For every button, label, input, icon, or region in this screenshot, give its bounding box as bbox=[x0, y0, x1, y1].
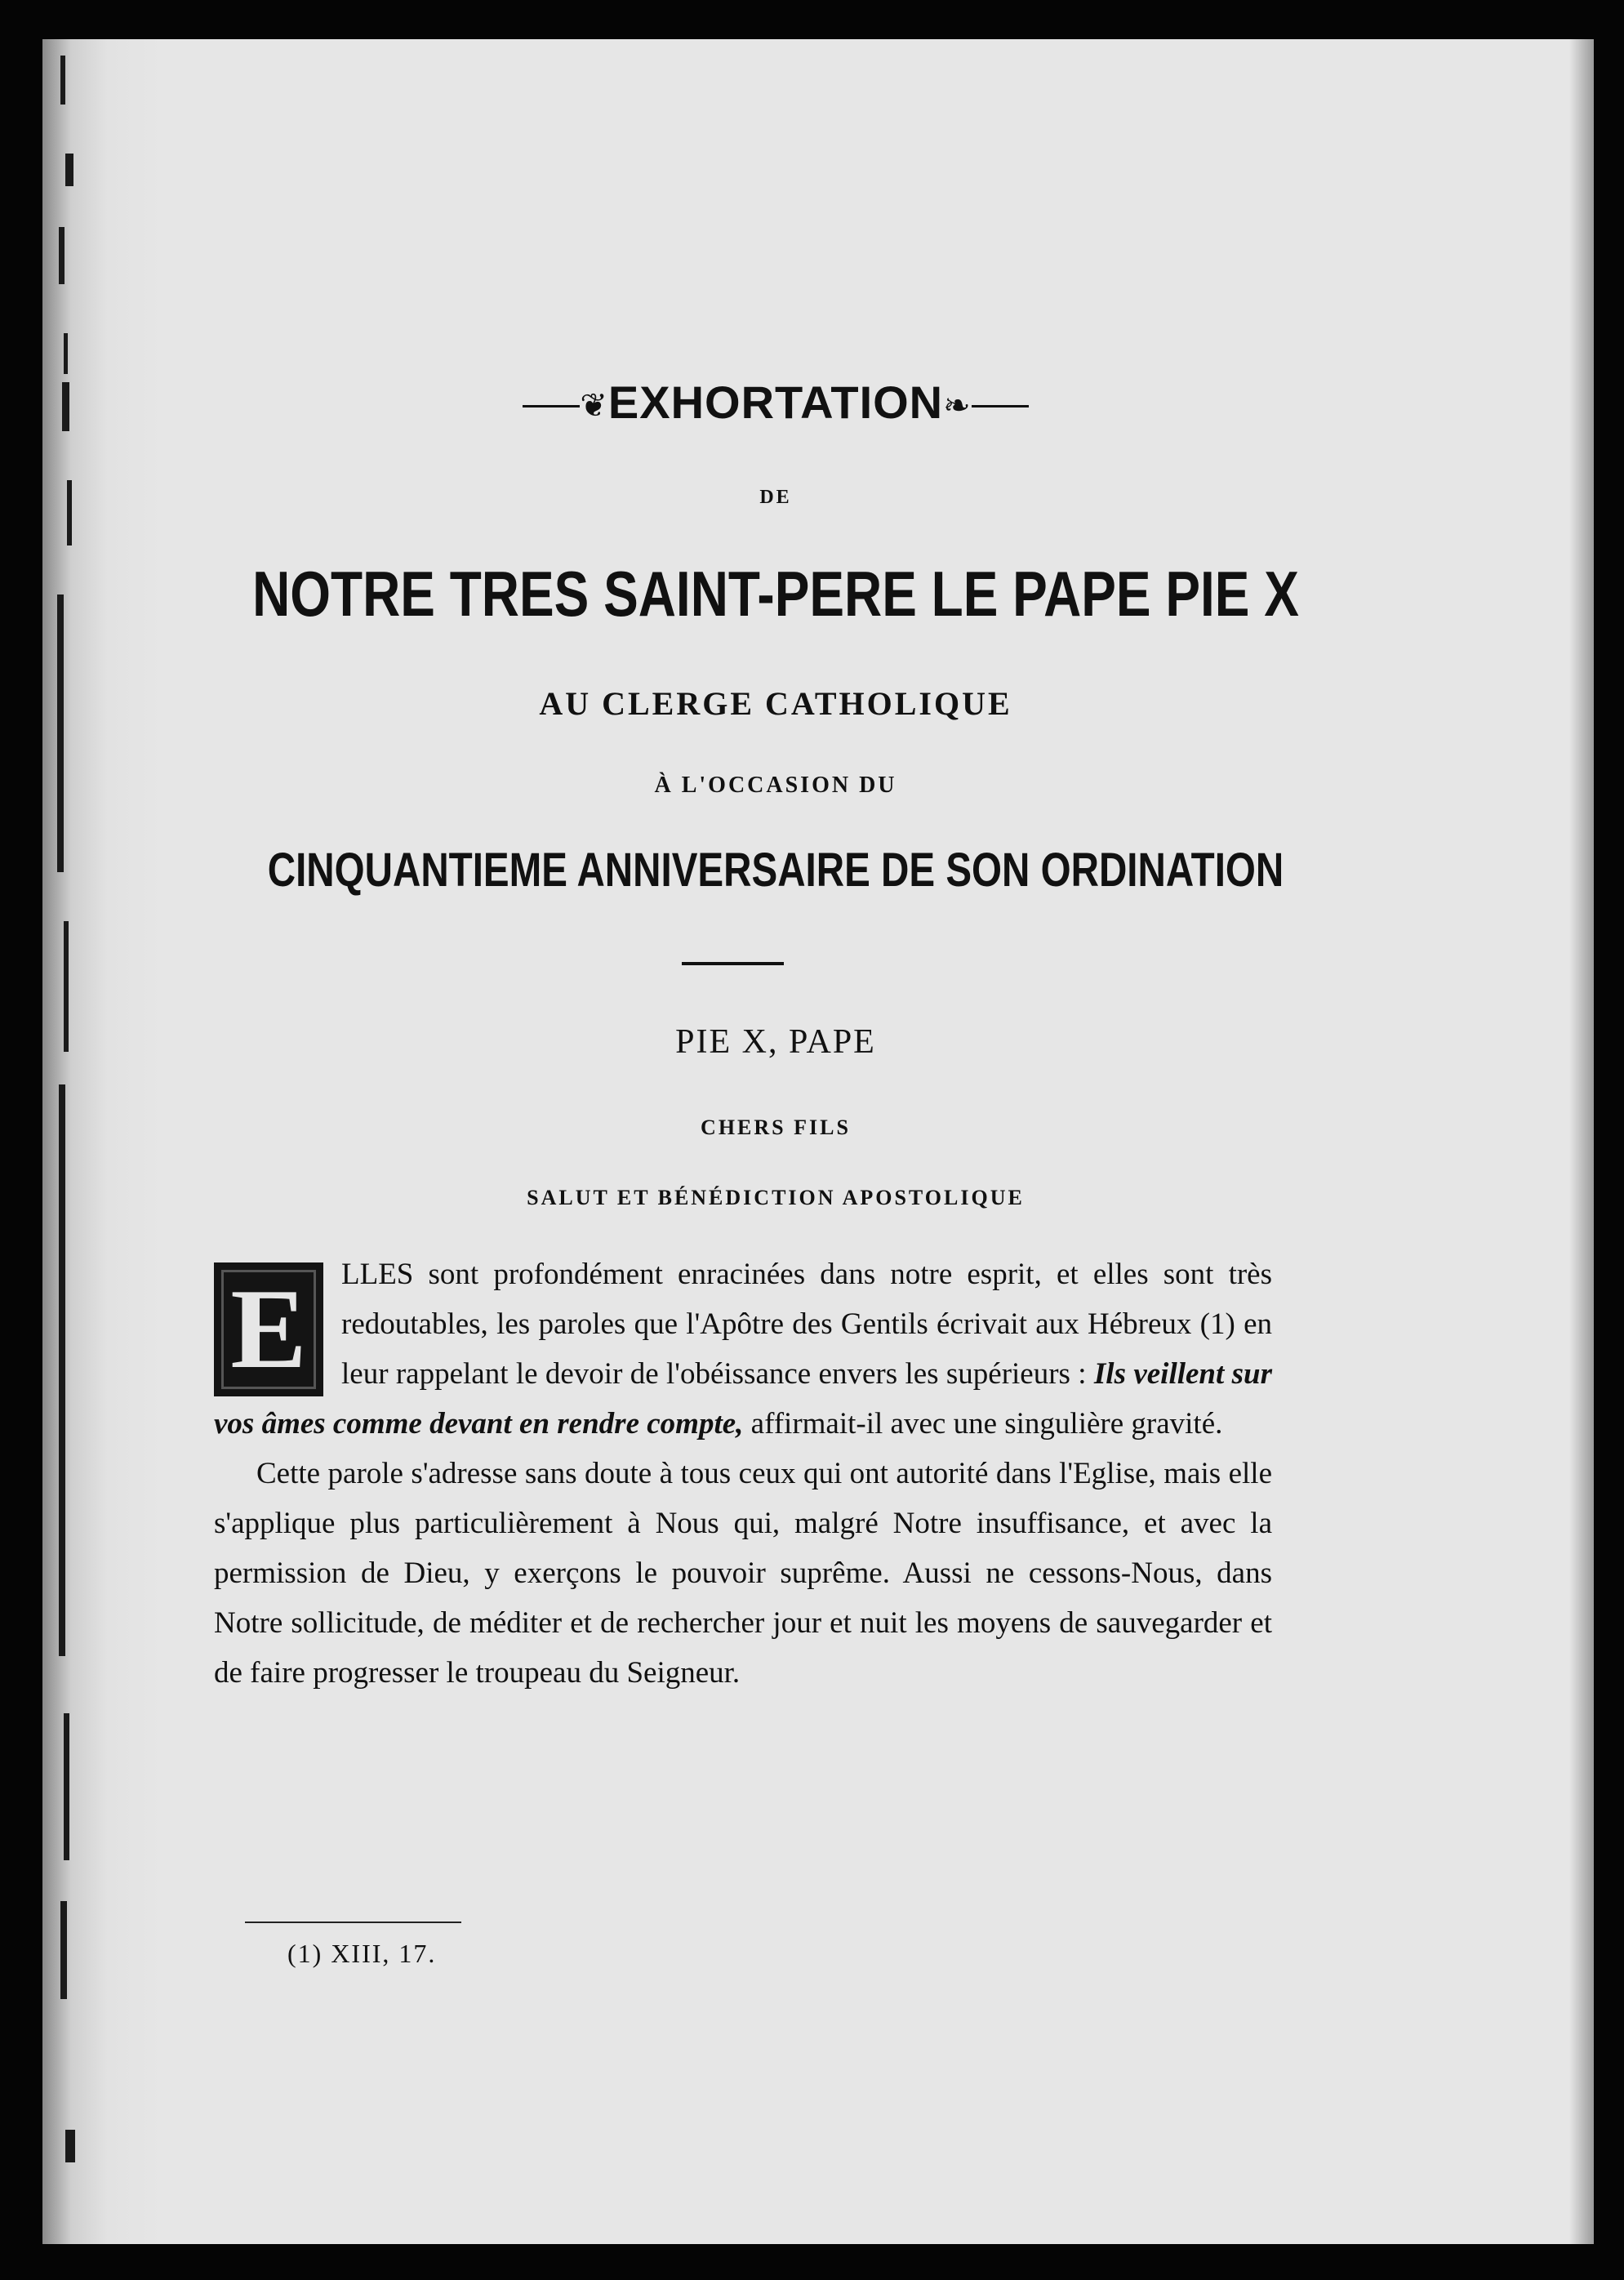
paragraph-1-quote: Ils veillent sur vos âmes comme devant en rendre compte, bbox=[214, 1357, 1272, 1441]
greeting: CHERS FILS bbox=[701, 1116, 851, 1139]
paragraph-2: Cette parole s'adresse sans doute à tous ceux qui ont autorité dans l'Eglise, mais elle s'applique plus particulièrement à Nous qui, malgré Notre insuffisance, et avec la permission de Dieu, y exerçons le pouvoir suprême. Aussi ne cessons-Nous, dans Notre sollicitude, de méditer et de rechercher jour et nuit les moyens de sauvegarder et de faire progresser le troupeau du Seigneur. bbox=[214, 1457, 1272, 1690]
subtitle-clergy: AU CLERGE CATHOLIQUE bbox=[539, 685, 1012, 722]
page-right-edge bbox=[1569, 39, 1594, 2244]
left-rule bbox=[523, 405, 580, 407]
paragraph-1-start: LLES sont profondément enracinées dans notre esprit, et elles sont très redoutables, les paroles que l'Apôtre des Gentils écrivait aux Hébreux (1) en leur rappelant le devoir de l'obéissance envers les supérieurs : bbox=[341, 1258, 1272, 1391]
subtitle-occasion: À L'OCCASION DU bbox=[654, 773, 897, 798]
benediction: SALUT ET BÉNÉDICTION APOSTOLIQUE bbox=[527, 1186, 1025, 1209]
subtitle-anniversary: CINQUANTIEME ANNIVERSAIRE DE SON ORDINATION bbox=[267, 844, 1284, 897]
paragraph-1 bbox=[214, 1249, 1272, 1449]
section-divider bbox=[682, 962, 784, 965]
pope-heading: PIE X, PAPE bbox=[675, 1023, 876, 1061]
binding-edge bbox=[42, 39, 165, 2244]
drop-cap: E bbox=[214, 1262, 323, 1396]
document-page bbox=[42, 39, 1594, 2244]
heading-de: DE bbox=[759, 487, 792, 508]
footnote-rule bbox=[245, 1922, 461, 1923]
paragraph-1-end: affirmait-il avec une singulière gravité. bbox=[743, 1407, 1223, 1441]
right-rule bbox=[972, 405, 1029, 407]
left-ornament-icon: ❦ bbox=[580, 388, 608, 425]
main-title: NOTRE TRES SAINT-PERE LE PAPE PIE X bbox=[252, 558, 1299, 630]
exhortation-title-text: EXHORTATION bbox=[607, 376, 944, 428]
body-text bbox=[214, 1249, 1272, 1698]
footnote: (1) XIII, 17. bbox=[287, 1939, 437, 1968]
right-ornament-icon: ❧ bbox=[943, 388, 972, 425]
exhortation-title bbox=[0, 376, 1551, 429]
